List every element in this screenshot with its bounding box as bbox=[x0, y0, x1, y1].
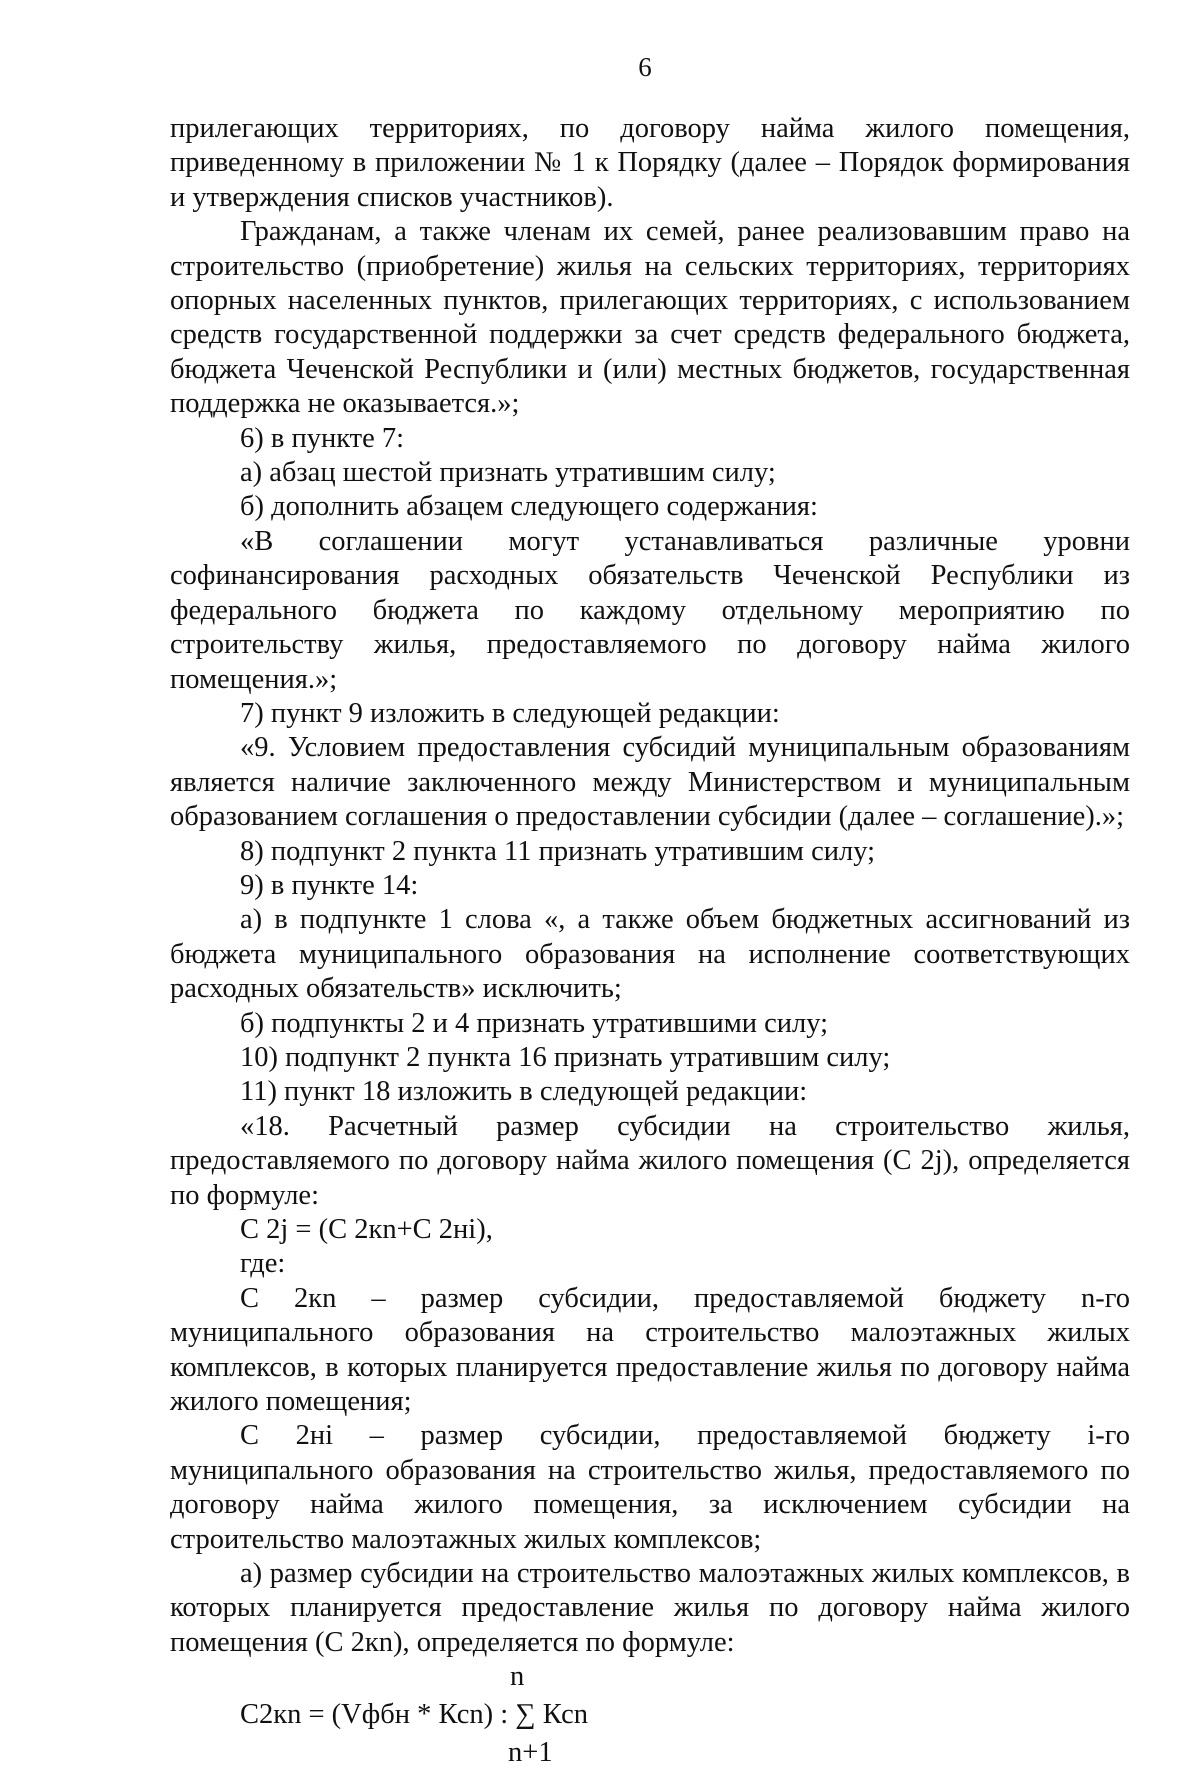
paragraph: 8) подпункт 2 пункта 11 признать утратившим силу; bbox=[240, 835, 876, 867]
paragraph: б) подпункты 2 и 4 признать утратившими силу; bbox=[240, 1007, 829, 1039]
paragraph: 11) пункт 18 изложить в следующей редакции: bbox=[240, 1076, 808, 1108]
paragraph: 7) пункт 9 изложить в следующей редакции: bbox=[240, 697, 780, 729]
paragraph: 9) в пункте 14: bbox=[240, 869, 419, 901]
paragraph: а) абзац шестой признать утратившим силу; bbox=[240, 457, 776, 489]
document-body bbox=[170, 112, 1130, 1772]
sum-formula bbox=[170, 1660, 1130, 1772]
paragraph: «В соглашении могут устанавливаться различные уровни софинансирования расходных обязательств Чеченской Республики из федерального бюджета по каждому отдельному мероприятию по строительству жилья, предоставляемого по договору найма жилого помещения.»; bbox=[170, 525, 1130, 695]
paragraph: «18. Расчетный размер субсидии на строительство жилья, предоставляемого по договору найма жилого помещения (С 2j), определяется по формуле: bbox=[170, 1110, 1130, 1211]
sum-formula-expression: С2кn = (Vфбн * Ксn) : ∑ Ксn bbox=[240, 1699, 588, 1731]
paragraph: «9. Условием предоставления субсидий муниципальным образованиям является наличие заключенного между Министерством и муниципальным образованием соглашения о предоставлении субсидии (далее – соглашение).»; bbox=[170, 732, 1130, 833]
paragraph: а) размер субсидии на строительство малоэтажных жилых комплексов, в которых планируется предоставление жилья по договору найма жилого помещения (С 2кn), определяется по формуле: bbox=[170, 1558, 1130, 1658]
paragraph: 10) подпункт 2 пункта 16 признать утратившим силу; bbox=[240, 1041, 891, 1073]
formula-line: С 2j = (С 2кn+С 2нi), bbox=[240, 1214, 493, 1245]
paragraph: а) в подпункте 1 слова «, а также объем бюджетных ассигнований из бюджета муниципального образования на исполнение соответствующих расходных обязательств» исключить; bbox=[170, 904, 1130, 1005]
paragraph: С 2кn – размер субсидии, предоставляемой бюджету n-го муниципального образования на строительство малоэтажных жилых комплексов, в которых планируется предоставление жилья по договору найма жилого помещения; bbox=[170, 1282, 1130, 1418]
formula-where: где: bbox=[240, 1248, 286, 1280]
paragraph: С 2нi – размер субсидии, предоставляемой бюджету i-го муниципального образования на строительство жилья, предоставляемого по договору найма жилого помещения, за исключением субсидии на строительство малоэтажных жилых комплексов; bbox=[170, 1420, 1130, 1555]
paragraph: 6) в пункте 7: bbox=[240, 422, 405, 454]
paragraph: б) дополнить абзацем следующего содержания: bbox=[240, 491, 818, 523]
page-number: 6 bbox=[638, 52, 652, 82]
paragraph: прилегающих территориях, по договору найма жилого помещения, приведенному в приложении № 1 к Порядку (далее – Порядок формирования и утверждения списков участников). bbox=[170, 113, 1130, 213]
sum-upper-limit: n bbox=[510, 1661, 525, 1693]
paragraph: Гражданам, а также членам их семей, ранее реализовавшим право на строительство (приобретение) жилья на сельских территориях, территориях опорных населенных пунктов, прилегающих территориях, с использованием средств государственной поддержки за счет средств федерального бюджета, бюджета Чеченской Республики и (или) местных бюджетов, государственная поддержка не оказывается.»; bbox=[170, 216, 1130, 420]
sum-lower-limit: n+1 bbox=[508, 1737, 553, 1769]
